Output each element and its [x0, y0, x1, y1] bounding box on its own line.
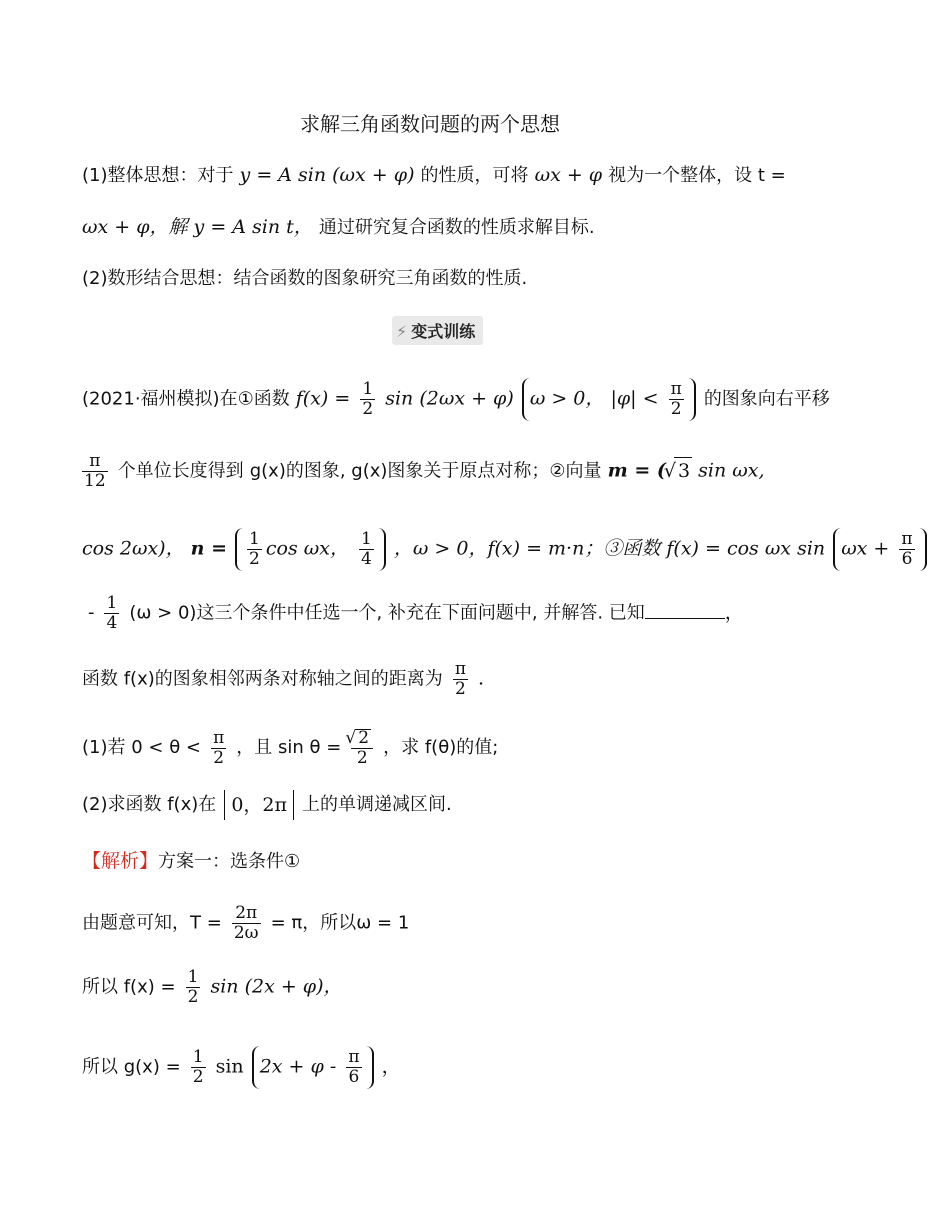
q2-tail: 上的单调递减区间. [302, 794, 452, 815]
solution-bracket [252, 1046, 374, 1089]
question-2 [82, 790, 452, 820]
period-end: . [478, 667, 485, 690]
move-right-text: 的图象向右平移 [703, 388, 830, 410]
shift-units-text: 个单位长度得到 [117, 460, 244, 482]
fraction-half [191, 1048, 206, 1087]
intro-line-1 [82, 162, 786, 189]
solution-line3-tail: ， [381, 1055, 401, 1078]
fraction-half [360, 380, 375, 419]
fraction-half [247, 530, 262, 569]
solution-header [82, 848, 300, 875]
frac-num: 1 [361, 529, 372, 549]
intro-expr-1: y = A sin (ωx + φ) [239, 164, 415, 186]
frac-num: 1 [187, 967, 199, 987]
solution-line1-tail: = π，所以ω = 1 [270, 912, 410, 934]
solution-line2-pre: 所以 f(x) = [82, 976, 176, 998]
intro-expr-2: ωx + φ [534, 164, 603, 186]
sin-arg-bracket [833, 528, 926, 571]
frac-den: 6 [348, 1067, 360, 1087]
f-def-sin: sin (2ωx + φ) [385, 387, 514, 410]
vector-n-bracket [235, 528, 386, 571]
frac-den: 6 [901, 549, 913, 569]
frac-den: 2 [454, 679, 466, 699]
vector-m: m = ( [607, 459, 666, 482]
frac-num: 2π [232, 904, 261, 924]
cond-end: ， [724, 601, 744, 624]
solution-line3-pre: 所以 g(x) = [82, 1056, 181, 1078]
omega-x-plus: ωx + [841, 537, 890, 560]
cond-phi: |φ| < [610, 387, 659, 410]
frac-den: 2 [362, 399, 374, 419]
solution-inner: 2x + φ - [259, 1055, 337, 1078]
fraction-sqrt2-2 [351, 728, 373, 768]
m-def-tail: sin ωx, [698, 459, 765, 482]
problem-line-4 [88, 594, 744, 633]
frac-num: π [670, 379, 682, 399]
vector-n: n = [190, 537, 227, 560]
problem-line-2 [82, 452, 765, 491]
frac-den: 2 [670, 399, 682, 419]
intro-line-2 [82, 214, 595, 241]
page-title: 求解三角函数问题的两个思想 [300, 112, 560, 136]
g-image-text: g(x)的图象, g(x)图象关于原点对称；②向量 [249, 460, 602, 482]
condition-bracket [522, 378, 696, 421]
problem-source: (2021·福州模拟)在①函数 [82, 388, 290, 410]
omega-pos: ，ω > 0，f(x) = m·n；③函数 f(x) = cos ωx sin [393, 537, 826, 560]
fraction-pi-2 [453, 660, 468, 699]
frac-num: π [348, 1047, 360, 1067]
frac-den: 2 [192, 1067, 204, 1087]
q2-pre: (2)求函数 f(x)在 [82, 794, 217, 815]
problem-line-3 [82, 528, 929, 571]
frac-den: 2 [249, 549, 260, 569]
badge-label: 变式训练 [411, 322, 476, 341]
interval-bracket: 0，2π [224, 790, 294, 820]
problem-line-5 [82, 660, 484, 699]
fraction-quarter [104, 594, 119, 633]
fraction-pi-2 [669, 380, 684, 419]
solution-line-1 [82, 904, 409, 943]
frac-num: π [213, 727, 225, 748]
problem-line-1 [82, 378, 830, 421]
frac-den: 2 [213, 747, 225, 768]
sqrt-two: √ 2 [355, 729, 371, 747]
solution-line-2 [82, 968, 343, 1007]
f-def: f(x) = [295, 387, 351, 410]
intro-tail-2: 通过研究复合函数的性质求解目标. [318, 217, 595, 238]
frac-num: π [901, 529, 913, 549]
lightning-icon: ⚡ [396, 322, 408, 341]
solution-sin: sin [215, 1055, 244, 1078]
fraction-quarter [359, 530, 374, 569]
fraction-pi-6 [346, 1048, 361, 1087]
fraction-pi-6 [899, 530, 914, 569]
condition-tail: (ω > 0)这三个条件中任选一个, 补充在下面问题中, 并解答. 已知 [129, 602, 645, 624]
solution-plan: 方案一：选条件① [158, 851, 301, 872]
solution-line1-pre: 由题意可知，T = [82, 912, 222, 934]
q1-mid: ，且 sin θ = [236, 737, 342, 758]
q1-tail: ，求 f(θ)的值; [383, 737, 499, 758]
frac-den: 4 [361, 549, 372, 569]
solution-line2-tail: sin (2x + φ)， [210, 975, 343, 998]
intro-line-3: (2)数形结合思想：结合函数的图象研究三角函数的性质. [82, 268, 528, 289]
intro-tail: 视为一个整体，设 t = [608, 165, 786, 186]
solution-line-3 [82, 1046, 401, 1089]
frac-den: 2ω [233, 923, 259, 943]
cond-omega: ω > 0， [529, 387, 605, 410]
frac-den: 4 [106, 613, 118, 633]
frac-num: 1 [192, 1047, 204, 1067]
cos-part: cos 2ωx)， [82, 537, 185, 560]
fraction-pi-2 [211, 729, 226, 768]
cos-omega: cos ωx， [265, 537, 349, 560]
variant-training-badge [392, 316, 483, 345]
question-1 [82, 728, 498, 768]
solution-tag: 【解析】 [82, 850, 159, 872]
fraction-pi-12 [82, 452, 108, 491]
intro-lead: (1)整体思想：对于 [82, 165, 234, 186]
frac-num: π [454, 659, 466, 679]
minus-sign: - [88, 601, 95, 624]
frac-num [351, 728, 373, 749]
fraction-half [186, 968, 201, 1007]
frac-num: π [82, 452, 108, 472]
q1-pre: (1)若 0 < θ < [82, 737, 202, 758]
sqrt-three: √ 3 [674, 457, 692, 484]
intro-expr-3: ωx + φ，解 y = A sin t， [82, 216, 313, 238]
frac-den: 2 [187, 987, 199, 1007]
frac-den: 12 [84, 471, 106, 491]
frac-num: 1 [249, 529, 260, 549]
frac-num: 1 [106, 593, 118, 613]
fraction-2pi-2omega [232, 904, 261, 943]
frac-num: 1 [362, 379, 374, 399]
frac-den: 2 [356, 748, 368, 768]
axis-distance-text: 函数 f(x)的图象相邻两条对称轴之间的距离为 [82, 668, 443, 690]
intro-mid: 的性质，可将 [420, 165, 529, 186]
answer-blank [645, 602, 725, 619]
